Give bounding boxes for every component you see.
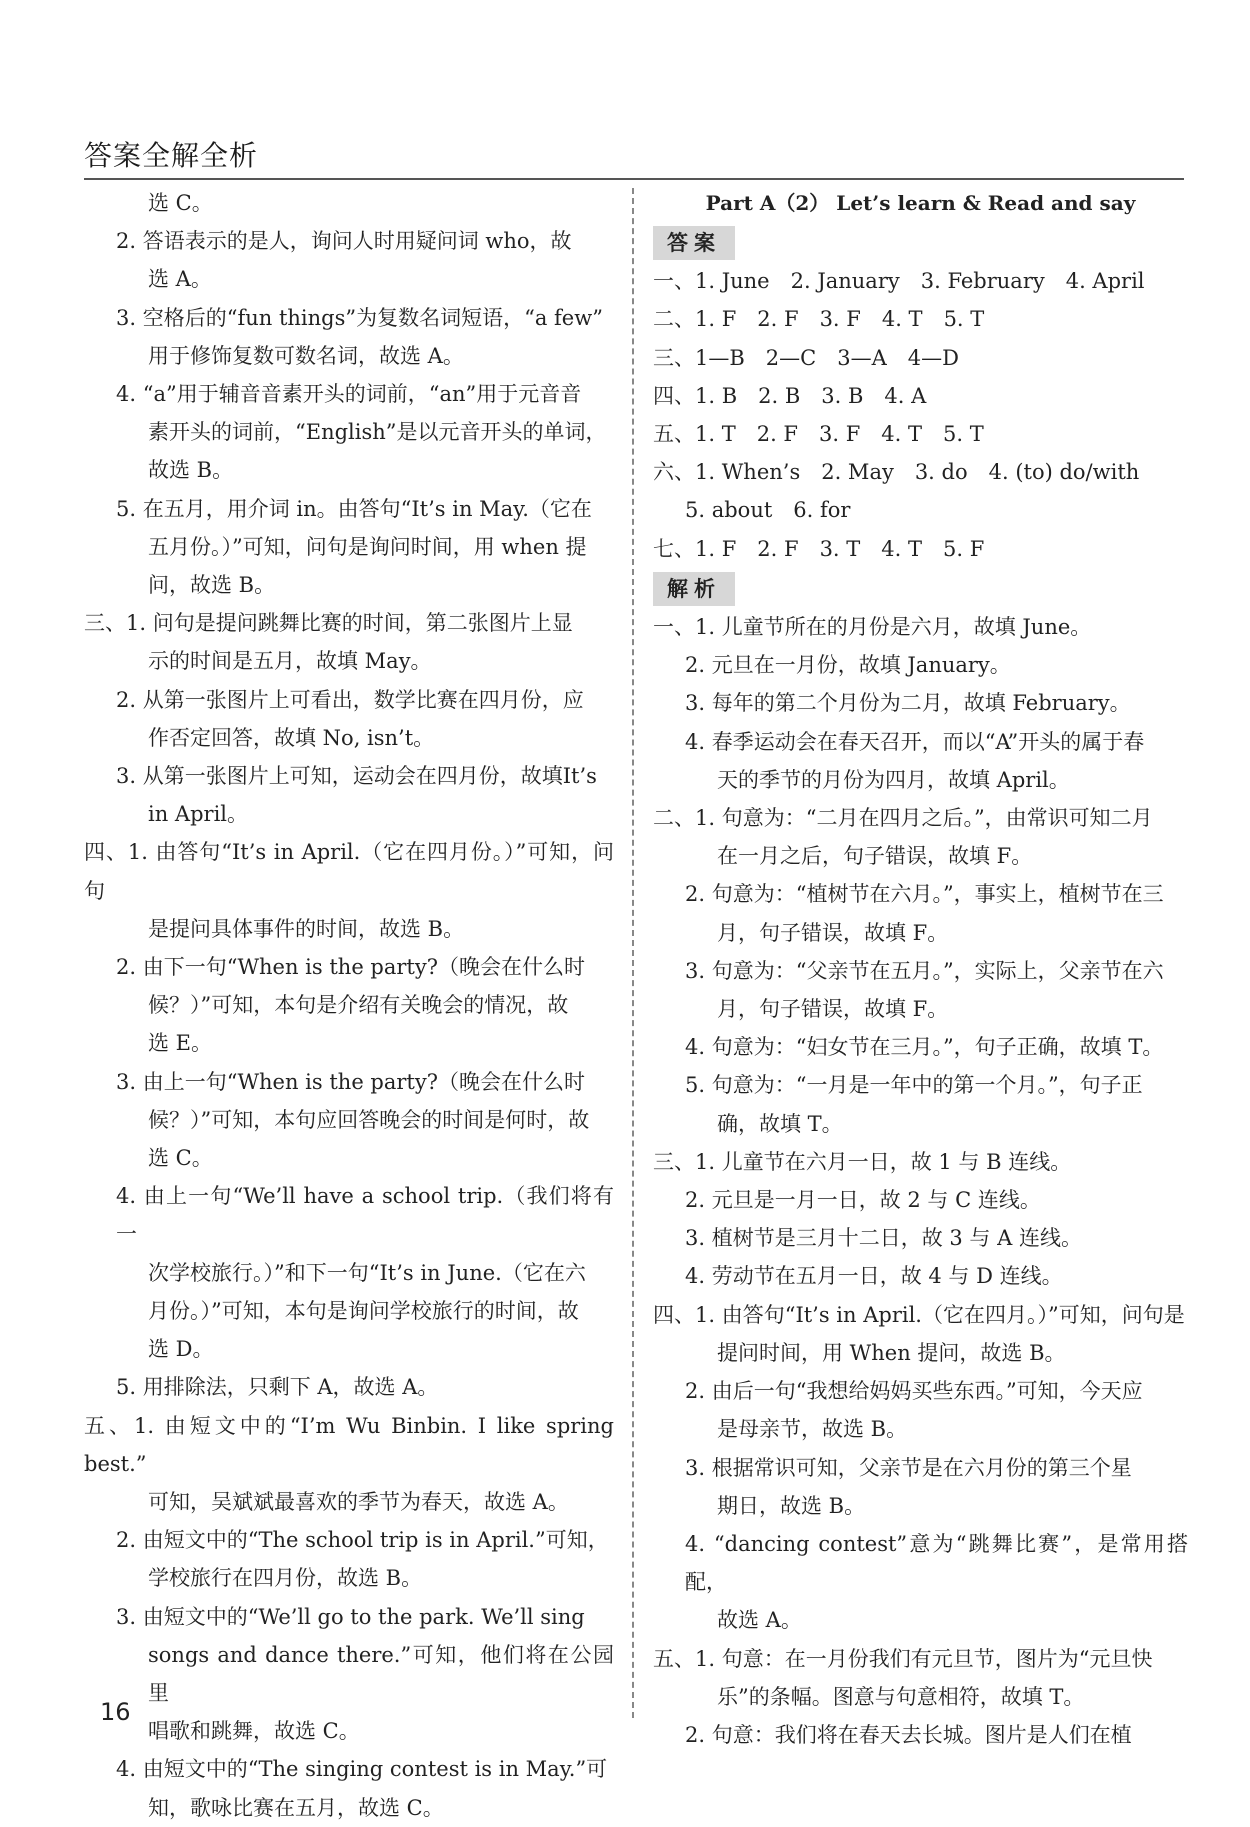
text-line [653,1028,1188,1066]
line-text: 4. 由短文中的“The singing contest is in May.”可 [116,1757,608,1782]
line-text: 唱歌和跳舞，故选 C。 [148,1719,360,1744]
line-text: in April。 [148,802,248,827]
line-text: 作否定回答，故填 No, isn’t。 [148,725,435,750]
line-text: 示的时间是五月，故填 May。 [148,649,432,674]
line-text: 乐”的条幅。图意与句意相符，故填 T。 [717,1684,1085,1709]
text-line [84,451,614,489]
answer-block [653,262,1188,568]
header-rule [84,178,1184,180]
line-text: 2. 从第一张图片上可看出，数学比赛在四月份，应 [116,687,584,712]
text-line [653,1105,1188,1143]
page-number: 16 [100,1698,131,1726]
line-text: 5. 在五月，用介词 in。由答句“It’s in May.（它在 [116,496,592,521]
text-line [84,1368,614,1406]
line-text: 3. 植树节是三月十二日，故 3 与 A 连线。 [685,1226,1082,1251]
line-text: 2. 由下一句“When is the party?（晚会在什么时 [116,955,585,980]
text-line [84,604,614,642]
line-text: 2. 元旦是一月一日，故 2 与 C 连线。 [685,1188,1041,1213]
text-line [84,490,614,528]
line-text: 3. 由短文中的“We’ll go to the park. We’ll sing [116,1604,585,1629]
line-text: 故选 A。 [717,1608,802,1633]
line-text: 候？）”可知，本句应回答晚会的时间是何时，故 [148,1107,590,1132]
text-line [84,566,614,604]
text-line [653,1296,1188,1334]
line-text: 五月份。）”可知，问句是询问时间，用 when 提 [148,534,587,559]
text-line [84,719,614,757]
line-text: 2. 由后一句“我想给妈妈买些东西。”可知，今天应 [685,1379,1143,1404]
line-text: 4. 劳动节在五月一日，故 4 与 D 连线。 [685,1264,1063,1289]
text-line [84,299,614,337]
line-text: 选 E。 [148,1031,213,1056]
part-title: Part A（2） Let’s learn & Read and say [705,191,1136,215]
line-text: 选 A。 [148,267,212,292]
text-line [653,952,1188,990]
line-text: 是提问具体事件的时间，故选 B。 [148,916,465,941]
text-line [84,375,614,413]
text-line [84,1559,614,1597]
text-line [84,1101,614,1139]
line-text: 五、1. T 2. F 3. F 4. T 5. T [653,422,984,447]
text-line [84,948,614,986]
text-line [653,1487,1188,1525]
text-line [653,530,1188,568]
line-text: 可知，吴斌斌最喜欢的季节为春天，故选 A。 [148,1489,569,1514]
line-text: 4. 春季运动会在春天召开，而以“A”开头的属于春 [685,729,1145,754]
text-line [653,837,1188,875]
text-line [653,1143,1188,1181]
text-line [653,1066,1188,1104]
text-line [653,608,1188,646]
text-line [653,1181,1188,1219]
line-text: 3. 空格后的“fun things”为复数名词短语，“a few” [116,305,603,330]
line-text: 次学校旅行。）”和下一句“It’s in June.（它在六 [148,1260,586,1285]
line-text: 3. 句意为：“父亲节在五月。”，实际上，父亲节在六 [685,958,1164,983]
text-line [653,453,1188,491]
analysis-block [653,608,1188,1754]
text-line [653,684,1188,722]
text-line [653,723,1188,761]
text-line [84,986,614,1024]
line-text: 候？）”可知，本句是介绍有关晚会的情况，故 [148,993,569,1018]
text-line [653,799,1188,837]
line-text: 月，句子错误，故填 F。 [717,920,949,945]
line-text: 2. 句意：我们将在春天去长城。图片是人们在植 [685,1722,1132,1747]
line-text: 5. 句意为：“一月是一年中的第一个月。”，句子正 [685,1073,1143,1098]
line-text: 期日，故选 B。 [717,1493,866,1518]
text-line [84,1024,614,1062]
line-text: 二、1. F 2. F 3. F 4. T 5. T [653,307,985,332]
text-line [84,1483,614,1521]
line-text: 三、1—B 2—C 3—A 4—D [653,345,959,370]
text-line [653,262,1188,300]
line-text: 问，故选 B。 [148,573,276,598]
line-text: 是母亲节，故选 B。 [717,1417,908,1442]
text-line [84,528,614,566]
text-line [653,1372,1188,1410]
line-text: 二、1. 句意为：“二月在四月之后。”，由常识可知二月 [653,806,1153,831]
text-line [84,184,614,222]
text-line [653,1678,1188,1716]
line-text: 三、1. 儿童节在六月一日，故 1 与 B 连线。 [653,1149,1072,1174]
text-line [84,1139,614,1177]
text-line [653,300,1188,338]
line-text: 选 C。 [148,191,213,215]
line-text: 提问时间，用 When 提问，故选 B。 [717,1340,1066,1365]
line-text: 选 C。 [148,1146,213,1171]
text-line [653,1410,1188,1448]
text-line [84,1177,614,1253]
text-line [84,260,614,298]
line-text: 确，故填 T。 [717,1111,843,1136]
text-line [84,1598,614,1636]
line-text: 3. 根据常识可知，父亲节是在六月份的第三个星 [685,1455,1132,1480]
analysis-tag: 解析 [653,572,735,606]
line-text: 月份。）”可知，本句是询问学校旅行的时间，故 [148,1298,579,1323]
line-text: 4. “dancing contest”意为“跳舞比赛”，是常用搭配， [685,1531,1188,1595]
line-text: 素开头的词前，“English”是以元音开头的单词， [148,420,607,445]
line-text: 五、1. 句意：在一月份我们有元旦节，图片为“元旦快 [653,1646,1153,1671]
text-line [653,1601,1188,1639]
text-line [653,1640,1188,1678]
line-text: 2. 句意为：“植树节在六月。”，事实上，植树节在三 [685,882,1164,907]
text-line [84,222,614,260]
line-text: 4. 句意为：“妇女节在三月。”，句子正确，故填 T。 [685,1035,1164,1060]
text-line [84,757,614,795]
text-line [84,1292,614,1330]
text-line [84,795,614,833]
text-line [653,990,1188,1028]
line-text: 六、1. When’s 2. May 3. do 4. (to) do/with [653,460,1140,485]
line-text: 4. 由上一句“We’ll have a school trip.（我们将有一 [116,1184,614,1247]
line-text: 月，句子错误，故填 F。 [717,997,949,1022]
text-line [84,1750,614,1788]
line-text: 3. 由上一句“When is the party?（晚会在什么时 [116,1069,585,1094]
line-text: 5. 用排除法，只剩下 A，故选 A。 [116,1375,439,1400]
text-line [653,1449,1188,1487]
text-line [84,1521,614,1559]
text-line [84,910,614,948]
line-text: 一、1. June 2. January 3. February 4. April [653,269,1145,294]
text-line [84,833,614,909]
line-text: 2. 元旦在一月份，故填 January。 [685,653,1011,678]
line-text: 3. 每年的第二个月份为二月，故填 February。 [685,691,1131,716]
text-line [84,642,614,680]
line-text: 用于修饰复数可数名词，故选 A。 [148,343,464,368]
page-header-title: 答案全解全析 [84,139,259,172]
text-line [653,1334,1188,1372]
line-text: 在一月之后，句子错误，故填 F。 [717,844,1033,869]
line-text: 2. 由短文中的“The school trip is in April.”可知， [116,1528,609,1553]
text-line [84,413,614,451]
line-text: 天的季节的月份为四月，故填 April。 [717,767,1070,792]
text-line [653,415,1188,453]
line-text: 知，歌咏比赛在五月，故选 C。 [148,1795,444,1820]
line-text: songs and dance there.”可知，他们将在公园里 [148,1642,614,1705]
text-line [84,681,614,719]
line-text: 3. 从第一张图片上可知，运动会在四月份，故填It’s [116,764,597,789]
line-text: 四、1. 由答句“It’s in April.（它在四月份。）”可知，问句 [84,840,614,903]
column-divider [632,188,634,1718]
line-text: 三、1. 问句是提问跳舞比赛的时间，第二张图片上显 [84,611,573,636]
line-text: 七、1. F 2. F 3. T 4. T 5. F [653,536,985,561]
line-text: 四、1. B 2. B 3. B 4. A [653,383,927,408]
text-line [653,1219,1188,1257]
left-column [84,184,614,1827]
text-line [84,337,614,375]
text-line [653,875,1188,913]
text-line [84,1407,614,1483]
line-text: 五、1. 由短文中的“I’m Wu Binbin. I like spring best.” [84,1413,614,1476]
line-text: 选 D。 [148,1337,214,1362]
answer-tag: 答案 [653,226,735,260]
text-line [84,1636,614,1712]
line-text: 四、1. 由答句“It’s in April.（它在四月。）”可知，问句是 [653,1302,1185,1327]
line-text: 5. about 6. for [685,498,851,523]
text-line [653,914,1188,952]
line-text: 一、1. 儿童节所在的月份是六月，故填 June。 [653,615,1092,640]
text-line [653,491,1188,529]
right-column [653,184,1188,1754]
line-text: 4. “a”用于辅音音素开头的词前，“an”用于元音音 [116,382,582,407]
line-text: 2. 答语表示的是人，询问人时用疑问词 who，故 [116,229,572,254]
text-line [653,1525,1188,1601]
text-line [653,646,1188,684]
text-line [84,1330,614,1368]
line-text: 学校旅行在四月份，故选 B。 [148,1566,423,1591]
text-line [653,1257,1188,1295]
text-line [84,1254,614,1292]
text-line [653,1716,1188,1754]
line-text: 故选 B。 [148,458,234,483]
text-line [84,1712,614,1750]
text-line [653,377,1188,415]
text-line [653,339,1188,377]
text-line [653,761,1188,799]
text-line [84,1063,614,1101]
